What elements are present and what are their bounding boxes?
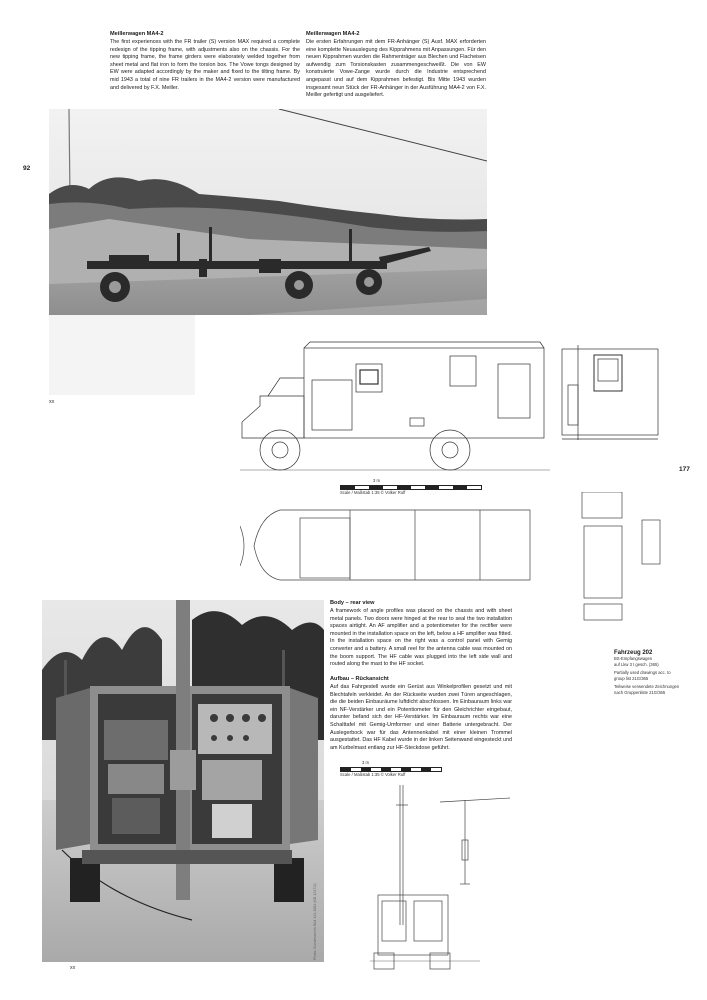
- vehicle-info: [614, 650, 704, 696]
- body-de-heading: Aufbau – Rückansicht: [330, 676, 389, 682]
- page-number-left: 92: [23, 165, 31, 172]
- vehicle-title: Fahrzeug 202: [614, 650, 653, 656]
- truck-side-drawing: [240, 340, 550, 480]
- vehicle-de-note-2: nach Gruppenliste 21G/365: [614, 689, 666, 695]
- vehicle-de-note-1: Teilweise verwendete Zeichnungen: [614, 684, 680, 690]
- vehicle-line-2: auf Lkw 3 t gesch. (365): [614, 661, 659, 667]
- scale-bottom-label: 3 m: [362, 760, 369, 765]
- top-de-heading: Meillerwagen MA4-2: [306, 31, 360, 37]
- rear-view-photo: [42, 600, 324, 962]
- vehicle-en-note-1: Partially used drawings acc. to: [614, 670, 671, 676]
- vehicle-en-note-2: group list 21G/365: [614, 675, 649, 681]
- body-plan-drawing: [240, 506, 535, 584]
- top-en-body: The first experiences with the FR trailer (S) version MAX required a complete redesign of the tipping frame, with adjustments also on the chassis. For the new tipping frame, the frame girders were elaborately welded together from sheet metal and flat iron to form the torsion box. The Vowe tongs designed by EW were adapted accordingly by the maker and fixed to the tilting frame. By mid 1943 a total of nine FR trailers in the MA4-2 version were manufactured and delivered by F.X. Meiller.: [110, 39, 300, 91]
- vehicle-line-1: BS-Empfangswagen: [614, 656, 653, 661]
- truck-rear-drawing: [558, 345, 668, 445]
- scale-bottom-text: Scale / Maßstab 1:35 © Volker Ruff: [340, 772, 406, 777]
- body-en-body: A framework of angle profiles was placed on the chassis and with sheet metal panels. Two doors were hinged at the rear to seal the two installation spaces airtight. An AF amplifier and a potentiometer for the rectifier were mounted in the installation space on the left, below a HF amplifier was fitted. In the installation space on the right was a control panel with Gemig converter and a battery. A small reel for the antenna cable was mounted on the boom support. The HF cable was plugged into the left side wall and routed along the mast to the HF socket.: [330, 608, 512, 668]
- photo-credit: Photo: Bundesarchiv Bild 141-1882 (KB 1217/2): [313, 883, 317, 960]
- body-en-heading: Body – rear view: [330, 600, 375, 606]
- antenna-drawing: [440, 780, 510, 890]
- body-side-drawings: [580, 492, 665, 622]
- body-de-body: Auf das Fahrgestell wurde ein Gerüst aus Winkelprofilen gesetzt und mit Blechtafeln verkleidet. An der Rückseite wurden zwei Türen angeschlagen, die die beiden Einbauräume luftdicht abschlossen. Im Einbauraum links war ein NF-Verstärker und ein Potentiometer für den Gleichrichter eingebaut, darunter befand sich der HF-Verstärker. Im Einbauraum rechts war eine Schalttafel mit Gemig-Umformer und einer Batterie untergebracht. Der Auslegerbock war für das Antennenkabel mit einer kleinen Trommel ausgestattet. Das HF Kabel wurde in der linken Seitenwand eingesteckt und am Kurbelmast entlang zur HF-Steckdose geführt.: [330, 684, 512, 751]
- photo-caption-2: xx: [70, 965, 76, 971]
- page-number-right: 177: [679, 466, 690, 473]
- scale-top-label: 3 m: [373, 478, 380, 483]
- top-en-heading: Meillerwagen MA4-2: [110, 31, 164, 37]
- photo-credit-vertical: [313, 840, 319, 960]
- scale-top-text: Scale / Maßstab 1:35 © Volker Ruff: [340, 490, 406, 495]
- photo-caption-1: xx: [49, 399, 55, 405]
- top-de-body: Die ersten Erfahrungen mit dem FR-Anhänger (S) Ausf. MAX erforderten eine komplette Neuauslegung des Kipprahmens mit Anpassungen. Für den neuen Kipprahmen wurden die Rahmenträger aus Blechen und Flacheisen aufwendig zum Torsionskasten zusammengeschweißt. Die von EW konstruierte Vowe-Zange wurde durch die Industrie entsprechend angepasst und auf dem Kipprahmen befestigt. Bis Mitte 1943 wurden insgesamt neun Stück der FR-Anhänger in der Ausführung MA4-2 von F.X. Meiller gefertigt und ausgeliefert.: [306, 39, 486, 99]
